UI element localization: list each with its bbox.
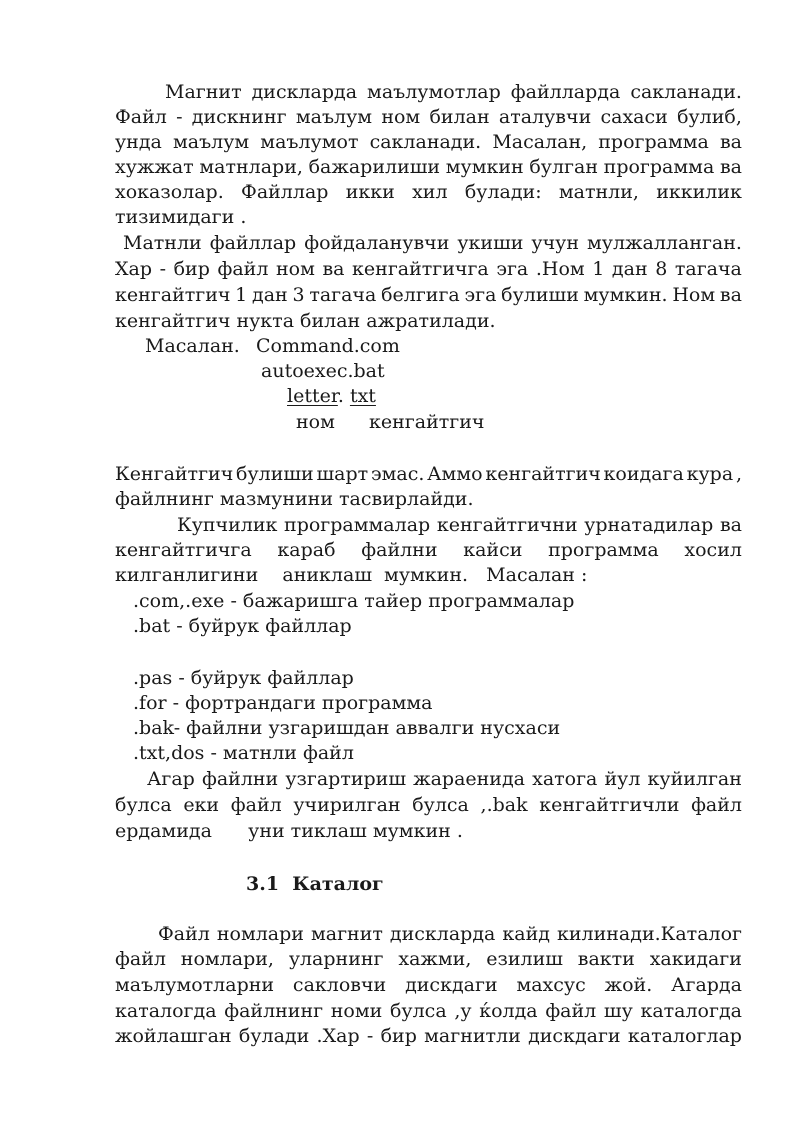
paragraph-6-line-4 — [115, 999, 742, 1024]
word: дискнинг — [191, 106, 287, 128]
paragraph-3-line-2: файлнинг мазмунини тасвирлайди. — [115, 488, 474, 510]
word: Файл — [115, 106, 167, 128]
word: маълум — [295, 106, 373, 128]
word: сакланади. — [630, 81, 742, 103]
word: ном — [381, 106, 421, 128]
word: хужжат — [115, 156, 194, 178]
word: бир — [380, 1025, 417, 1047]
word: аталувчи — [498, 106, 592, 128]
word: магнитли — [424, 1025, 521, 1047]
word: - — [159, 258, 167, 280]
word: дан — [611, 258, 648, 280]
word: ,у — [454, 1000, 472, 1022]
word: кайд — [502, 923, 550, 945]
word: Магнит — [165, 81, 242, 103]
word: ва — [719, 514, 742, 536]
word: ва — [719, 131, 742, 153]
word: мумкин — [445, 156, 524, 178]
word: дискдаги — [405, 974, 498, 996]
word: файллар — [209, 232, 297, 254]
word: Ном — [672, 284, 716, 306]
paragraph-2-line-4: кенгайтгич нукта билан ажратилади. — [115, 310, 496, 332]
word: магнит — [310, 923, 383, 945]
paragraph-5-line-2 — [115, 793, 742, 818]
word: Файл — [158, 923, 210, 945]
example-file-autoexec: autoexec.bat — [261, 360, 385, 382]
word: булиши — [501, 284, 579, 306]
extension-caption: кенгайтгич — [369, 411, 485, 433]
paragraph-1-line-6: тизимидаги . — [115, 206, 247, 228]
word: булса — [389, 1000, 447, 1022]
word: булиши — [236, 463, 314, 485]
word: бажарилиши — [308, 156, 441, 178]
example-file-letter — [287, 384, 376, 409]
word: ва — [322, 258, 345, 280]
paragraph-6-line-2 — [115, 947, 742, 972]
word: программа — [603, 156, 715, 178]
word: ќолда — [479, 1000, 538, 1022]
word: файлни — [361, 539, 438, 561]
word: кенгайтгич — [115, 284, 231, 306]
word: килинади.Каталог — [556, 923, 742, 945]
word: булса — [412, 794, 469, 816]
word: булади: — [464, 181, 542, 203]
word: шу — [603, 1000, 633, 1022]
word: куйилган — [647, 768, 742, 790]
word: 3 — [292, 284, 305, 306]
word: эга — [464, 284, 497, 306]
word: учун — [531, 232, 580, 254]
word: файл — [217, 258, 269, 280]
file-name-part: letter — [287, 385, 338, 407]
word: узгартириш — [285, 768, 406, 790]
word: ном — [275, 258, 315, 280]
word: шарт — [316, 463, 369, 485]
paragraph-1-line-3 — [115, 130, 742, 155]
word: каталоглар — [627, 1025, 742, 1047]
word: файл — [230, 794, 282, 816]
word: маълумотлар — [367, 81, 501, 103]
word: 1 — [235, 284, 248, 306]
word: булади — [238, 1025, 310, 1047]
word: Файллар — [241, 181, 329, 203]
word: эга — [496, 258, 529, 280]
word: караб — [277, 539, 336, 561]
word: вакти — [577, 948, 635, 970]
word: хил — [412, 181, 448, 203]
extension-list-item: .for - фортрандаги программа — [133, 692, 433, 714]
word: Масалан, — [492, 131, 588, 153]
word: йул — [604, 768, 641, 790]
paragraph-1-line-5 — [115, 180, 742, 205]
paragraph-6-line-3 — [115, 973, 742, 998]
paragraph-2-line-1 — [123, 231, 742, 256]
word: кура — [686, 463, 734, 485]
extension-list-item: .bat - буйрук файллар — [133, 615, 352, 637]
word: кенгайтгичга — [352, 258, 489, 280]
paragraph-2-line-2 — [115, 257, 742, 282]
paragraph-5-line-1 — [147, 767, 742, 792]
word: каталогда — [115, 1000, 217, 1022]
word: мулжалланган. — [587, 232, 742, 254]
word: учирилган — [293, 794, 401, 816]
word: сакловчи — [292, 974, 387, 996]
word: маълум — [172, 131, 250, 153]
section-heading: 3.1 Каталог — [246, 873, 384, 895]
word: .Ном — [535, 258, 585, 280]
word: дискларда — [251, 81, 358, 103]
word: хатога — [532, 768, 598, 790]
word: кайси — [463, 539, 523, 561]
extension-list-item: .bak- файлни узгаришдан аввалги нусхаси — [133, 717, 561, 739]
word: маълумот — [260, 131, 359, 153]
word: дискдаги — [528, 1025, 621, 1047]
word: , — [735, 463, 742, 485]
paragraph-3-line-1 — [115, 462, 742, 487]
word: коидага — [603, 463, 684, 485]
paragraph-6-line-5 — [115, 1024, 742, 1049]
file-extension-part: txt — [349, 385, 376, 407]
word: Аммо — [427, 463, 483, 485]
paragraph-1-line-2 — [115, 105, 742, 130]
word: ,.bak — [480, 794, 528, 816]
paragraph-1-line-4 — [115, 155, 742, 180]
word: эмас. — [370, 463, 425, 485]
word: уларнинг — [288, 948, 384, 970]
word: .Хар — [316, 1025, 360, 1047]
word: - — [176, 106, 183, 128]
word: еки — [183, 794, 220, 816]
word: каталогда — [640, 1000, 742, 1022]
word: кенгайтгични — [436, 514, 578, 536]
name-caption: ном — [296, 411, 335, 433]
paragraph-2-line-3 — [115, 283, 742, 308]
word: мумкин. — [583, 284, 668, 306]
word: тагача — [674, 258, 742, 280]
word: Агар — [147, 768, 195, 790]
word: махсус — [516, 974, 586, 996]
word: программа — [548, 539, 659, 561]
extension-list-item: .txt,dos - матнли файл — [133, 742, 354, 764]
paragraph-6-line-1 — [158, 922, 742, 947]
word: файл — [545, 1000, 597, 1022]
example-label: Масалан. — [145, 335, 240, 357]
word: - — [366, 1025, 374, 1047]
paragraph-4-line-1 — [177, 513, 742, 538]
word: Кенгайтгич — [115, 463, 234, 485]
word: Агарда — [671, 974, 742, 996]
word: номлари — [216, 923, 304, 945]
word: бир — [173, 258, 210, 280]
word: кенгайтгичли — [539, 794, 680, 816]
word: номи — [330, 1000, 383, 1022]
file-dot: . — [337, 385, 344, 407]
word: иккилик — [656, 181, 742, 203]
word: программалар — [284, 514, 431, 536]
word: тагача — [309, 284, 377, 306]
word: билан — [429, 106, 490, 128]
word: ва — [719, 284, 742, 306]
word: сахаси — [600, 106, 668, 128]
word: матнлари, — [199, 156, 303, 178]
paragraph-5-line-3: ердамида уни тиклаш мумкин . — [115, 820, 463, 842]
word: хосил — [684, 539, 742, 561]
word: унда — [115, 131, 162, 153]
word: булган — [529, 156, 598, 178]
word: укиши — [457, 232, 524, 254]
word: Хар — [115, 258, 153, 280]
word: кенгайтгич — [485, 463, 601, 485]
word: кенгайтгичга — [115, 539, 252, 561]
word: Купчилик — [177, 514, 278, 536]
word: белгига — [381, 284, 460, 306]
example-file-command: Command.com — [256, 335, 400, 357]
paragraph-1-line-1 — [165, 80, 742, 105]
word: хоказолар. — [115, 181, 224, 203]
word: хажми, — [398, 948, 472, 970]
word: Матнли — [123, 232, 202, 254]
word: урнатадилар — [584, 514, 714, 536]
word: матнли, — [558, 181, 639, 203]
word: хакидаги — [649, 948, 742, 970]
word: сакланади. — [369, 131, 482, 153]
extension-list-item: .com,.exe - бажаришга тайер программалар — [133, 590, 575, 612]
word: маълумотларни — [115, 974, 275, 996]
paragraph-4-line-3: килганлигини аниклаш мумкин. Масалан : — [115, 564, 588, 586]
word: булиб, — [677, 106, 742, 128]
word: булса — [115, 794, 172, 816]
word: фойдаланувчи — [304, 232, 450, 254]
word: программа — [598, 131, 709, 153]
word: файл — [691, 794, 742, 816]
word: дискларда — [389, 923, 496, 945]
word: файл — [115, 948, 166, 970]
word: дан — [252, 284, 288, 306]
word: номлари, — [180, 948, 274, 970]
word: жой. — [604, 974, 653, 996]
word: жойлашган — [115, 1025, 232, 1047]
extension-list-item: .pas - буйрук файллар — [133, 667, 354, 689]
word: файлларда — [510, 81, 621, 103]
word: 8 — [655, 258, 668, 280]
word: жараенида — [413, 768, 525, 790]
word: ва — [719, 156, 742, 178]
word: икки — [345, 181, 395, 203]
word: файлни — [201, 768, 279, 790]
paragraph-4-line-2 — [115, 538, 742, 563]
word: 1 — [592, 258, 605, 280]
word: файлнинг — [224, 1000, 324, 1022]
word: езилиш — [486, 948, 563, 970]
